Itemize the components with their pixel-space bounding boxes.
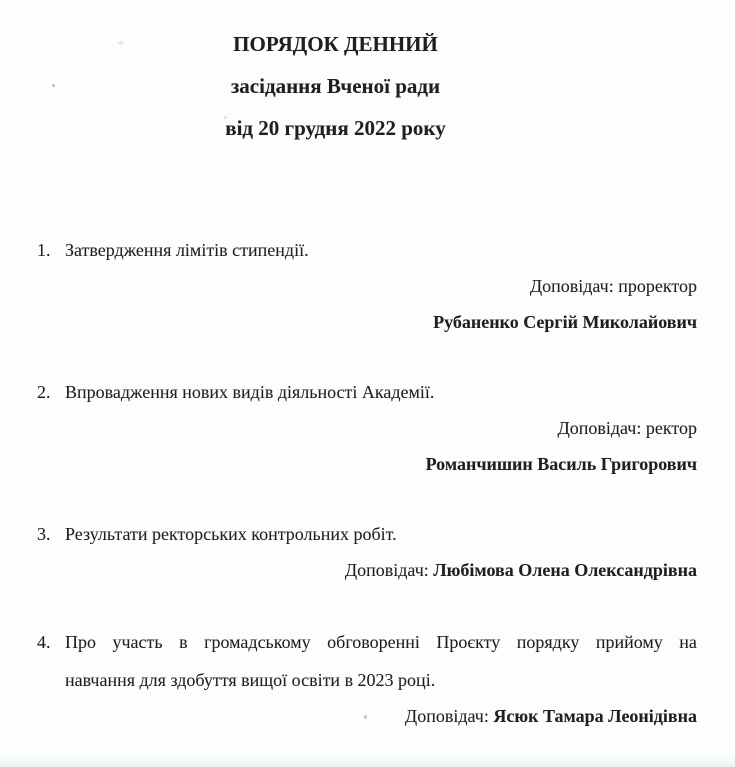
scan-speck: [52, 84, 55, 87]
agenda-item-4: [37, 629, 697, 729]
speaker-label: Доповідач:: [344, 560, 429, 580]
speaker-label: Доповідач:: [404, 706, 489, 726]
agenda-item-1: [37, 237, 697, 335]
speaker-name: Романчишин Василь Григорович: [425, 454, 697, 474]
speaker-name-line: [37, 557, 697, 583]
item-number-spacer: [37, 667, 65, 693]
speaker-role: проректор: [618, 276, 697, 296]
speaker-role: ректор: [645, 418, 697, 438]
scan-speck: [364, 715, 367, 719]
item-number: 2.: [37, 382, 51, 402]
document-header: [0, 0, 671, 149]
document-date-line: від 20 грудня 2022 року: [225, 116, 446, 140]
speaker-role-line: [37, 273, 697, 299]
speaker-name-line: [37, 451, 697, 477]
speaker-name: Любімова Олена Олександрівна: [433, 560, 697, 580]
item-text: Затвердження лімітів стипендії.: [65, 240, 309, 260]
agenda-items: [37, 237, 697, 729]
scan-bottom-edge: [0, 757, 735, 767]
speaker-label: Доповідач:: [529, 276, 614, 296]
item-number: 4.: [37, 632, 51, 652]
speaker-role-line: [37, 415, 697, 441]
item-text-line-1: Про участь в громадському обговоренні Проєкту порядку прийому на: [65, 632, 697, 652]
document-title: ПОРЯДОК ДЕННИЙ: [233, 32, 438, 56]
item-text: Результати ректорських контрольних робіт.: [65, 524, 397, 544]
speaker-name-line: [37, 309, 697, 335]
item-text: Впровадження нових видів діяльності Академії.: [65, 382, 435, 402]
speaker-label: Доповідач:: [557, 418, 642, 438]
document-subtitle: засідання Вченої ради: [230, 74, 441, 98]
agenda-item-3: [37, 521, 697, 583]
item-number: 1.: [37, 240, 51, 260]
speaker-name: Ясюк Тамара Леонідівна: [493, 706, 697, 726]
agenda-item-2: [37, 379, 697, 477]
speaker-name: Рубаненко Сергій Миколайович: [433, 312, 697, 332]
item-text-line-2: навчання для здобуття вищої освіти в 2023 році.: [65, 670, 436, 690]
scan-speck: [224, 116, 227, 119]
speaker-name-line: [37, 703, 697, 729]
scan-speck: [118, 41, 124, 45]
item-number: 3.: [37, 524, 51, 544]
